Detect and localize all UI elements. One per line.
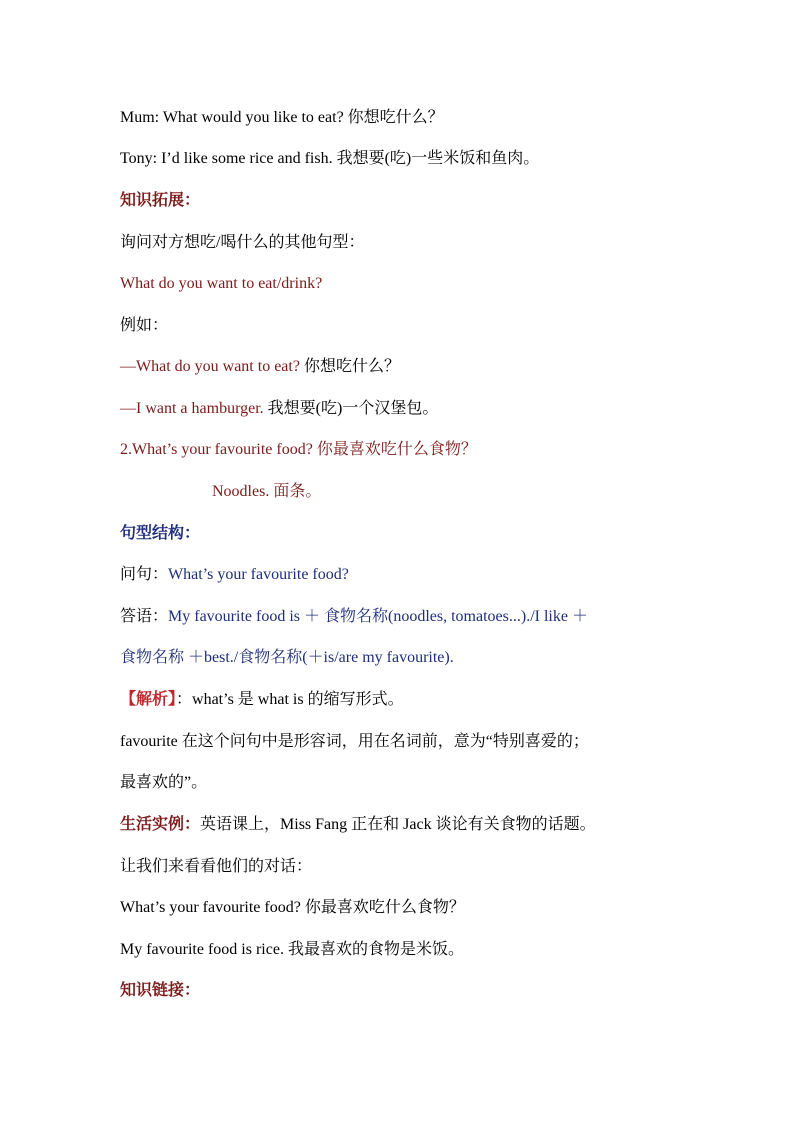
dialog-line-tony [120,149,720,169]
numbered-question-2 [120,440,720,460]
answer-form-continued [120,648,720,668]
heading-text: 句型结构： [120,525,201,542]
line-text: 让我们来看看他们的对话： [120,858,313,875]
answer-form [120,607,720,627]
label-text: 答语： [120,608,169,625]
english-text: —I want a hamburger. [120,400,264,417]
label-text: 问句： [120,566,169,583]
line-text: What do you want to eat/drink? [120,275,323,292]
dialog-line-mum [120,108,720,128]
english-text: My favourite food is ＋ 食物名称(noodles, tomatoes...)./I like ＋ [168,608,588,625]
line-text: Noodles. 面条。 [212,483,322,500]
line-text: Mum: What would you like to eat? 你想吃什么？ [120,109,444,126]
line-text: My favourite food is rice. 我最喜欢的食物是米饭。 [120,941,464,958]
english-text: —What do you want to eat? [120,358,300,375]
line-text: 食物名称 ＋best./食物名称(＋is/are my favourite). [120,649,454,666]
explanation-line [120,233,720,253]
favourite-explanation-continued [120,773,720,793]
section-heading-knowledge-link [120,981,720,1001]
analysis-line [120,690,720,710]
favourite-explanation [120,732,720,752]
answer-noodles [212,482,794,502]
sentence-pattern [120,274,720,294]
section-heading-knowledge-extension [120,191,720,211]
analysis-label: 【解析】 [120,691,177,708]
analysis-text: ：what’s 是 what is 的缩写形式。 [176,691,404,708]
example-label [120,316,720,336]
example-answer [120,399,720,419]
line-text: 例如： [120,317,169,334]
section-heading-sentence-structure [120,524,720,544]
english-text: What’s your favourite food? [168,566,349,583]
question-form [120,565,720,585]
dialog-question [120,898,720,918]
line-text: favourite 在这个问句中是形容词，用在名词前，意为“特别喜爱的； [120,733,589,750]
dialog-answer [120,940,720,960]
heading-text: 知识链接： [120,982,201,999]
life-example-label: 生活实例： [120,816,201,833]
line-text: 最喜欢的”。 [120,774,208,791]
life-example-line [120,815,720,835]
dialog-intro [120,857,720,877]
chinese-text: 你想吃什么？ [299,358,400,375]
example-question [120,357,720,377]
line-text: 询问对方想吃/喝什么的其他句型： [120,234,365,251]
life-example-text: 英语课上，Miss Fang 正在和 Jack 谈论有关食物的话题。 [200,816,596,833]
line-text: What’s your favourite food? 你最喜欢吃什么食物？ [120,899,465,916]
line-text: Tony: I’d like some rice and fish. 我想要(吃)一些米饭和鱼肉。 [120,150,540,167]
chinese-text: 我想要(吃)一个汉堡包。 [263,400,439,417]
line-text: 2.What’s your favourite food? 你最喜欢吃什么食物？ [120,441,477,458]
heading-text: 知识拓展： [120,192,201,209]
